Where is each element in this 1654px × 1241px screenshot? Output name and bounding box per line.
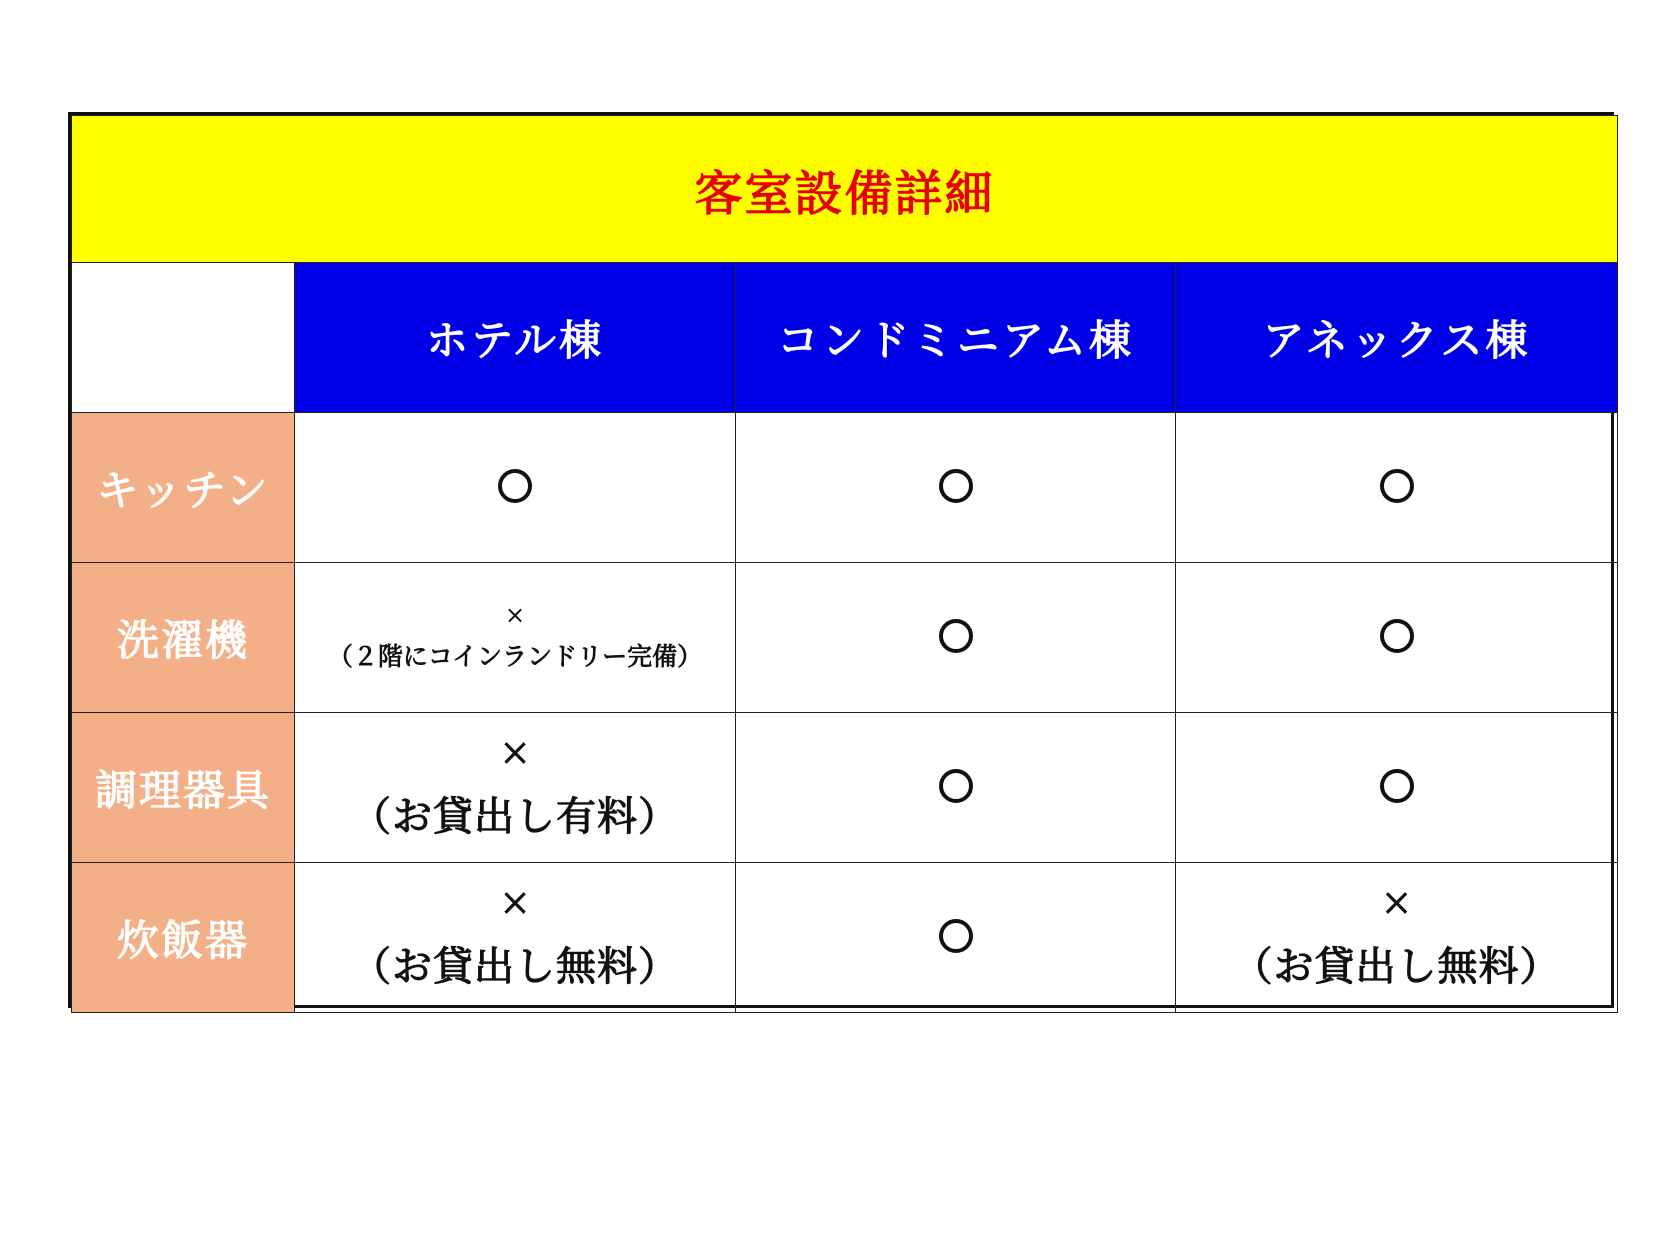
- cross-icon: ×: [504, 600, 526, 629]
- table-cell: [295, 863, 736, 1013]
- facility-table-container: [68, 112, 1614, 1008]
- table-cell: [1176, 713, 1618, 863]
- table-cell: [736, 563, 1176, 713]
- column-header-hotel: ホテル棟: [295, 263, 736, 413]
- table-cell: [1176, 413, 1618, 563]
- table-row: [72, 413, 1618, 563]
- table-cell: [736, 413, 1176, 563]
- column-header-condominium: コンドミニアム棟: [736, 263, 1176, 413]
- table-cell: [295, 713, 736, 863]
- corner-cell: [72, 263, 295, 413]
- title-row: [72, 116, 1618, 263]
- row-header-cookware: 調理器具: [72, 713, 295, 863]
- row-header-kitchen: キッチン: [72, 413, 295, 563]
- circle-icon: [939, 769, 973, 803]
- header-row: [72, 263, 1618, 413]
- table-cell: [1176, 863, 1618, 1013]
- circle-icon: [939, 469, 973, 503]
- table-cell: [1176, 563, 1618, 713]
- cell-note: （お貸出し有料）: [351, 794, 679, 840]
- facility-table: [71, 115, 1618, 1013]
- cross-icon: ×: [499, 880, 531, 924]
- cell-note: （お貸出し無料）: [1232, 944, 1561, 990]
- table-cell: [736, 863, 1176, 1013]
- circle-icon: [939, 619, 973, 653]
- cell-note: （２階にコインランドリー完備）: [327, 641, 703, 671]
- table-cell: [736, 713, 1176, 863]
- circle-icon: [1380, 469, 1414, 503]
- cell-note: （お貸出し無料）: [351, 944, 679, 990]
- row-header-rice-cooker: 炊飯器: [72, 863, 295, 1013]
- table-cell: [295, 413, 736, 563]
- table-row: [72, 713, 1618, 863]
- column-header-annex: アネックス棟: [1176, 263, 1618, 413]
- circle-icon: [1380, 769, 1414, 803]
- table-cell: [295, 563, 736, 713]
- circle-icon: [498, 469, 532, 503]
- table-row: [72, 563, 1618, 713]
- row-header-washing-machine: 洗濯機: [72, 563, 295, 713]
- cross-icon: ×: [499, 730, 531, 774]
- cross-icon: ×: [1380, 880, 1413, 924]
- circle-icon: [939, 919, 973, 953]
- circle-icon: [1380, 619, 1414, 653]
- table-title: 客室設備詳細: [72, 116, 1618, 263]
- table-row: [72, 863, 1618, 1013]
